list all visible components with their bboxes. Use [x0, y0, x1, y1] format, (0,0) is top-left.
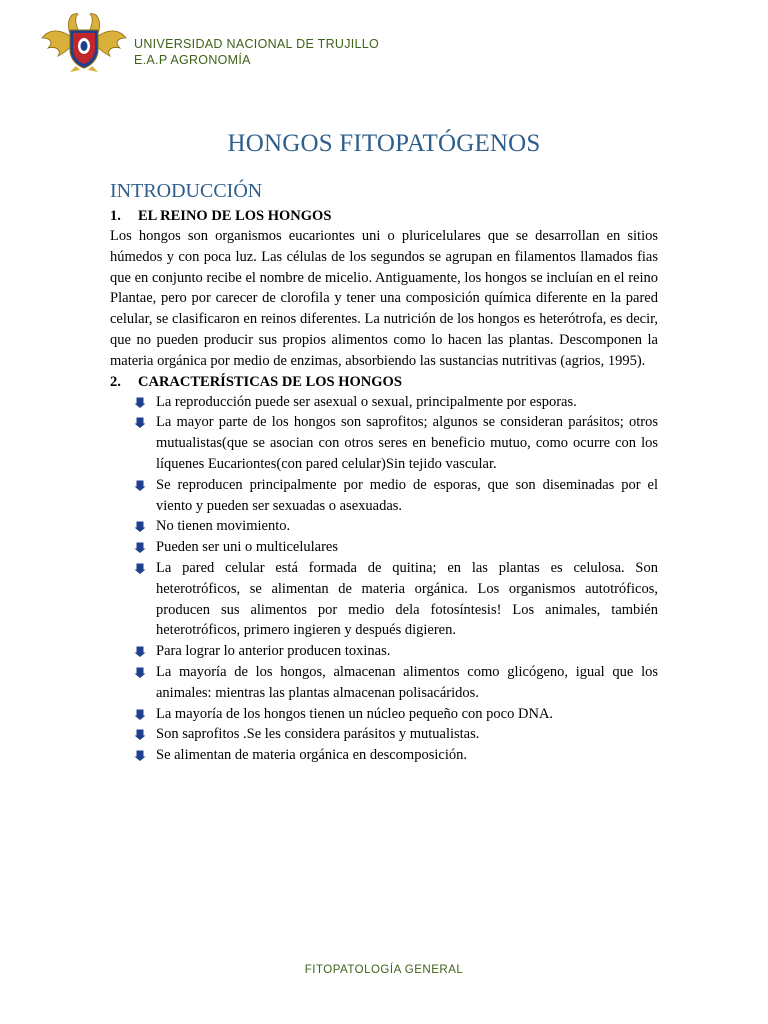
list-item: [110, 392, 658, 413]
page-footer: FITOPATOLOGÍA GENERAL: [304, 964, 464, 976]
list-item: [110, 745, 658, 766]
list-item-text: La mayor parte de los hongos son saprofitos; algunos se consideran parásitos; otros mutualistas(que se asocian con otros seres en beneficio mutuo, como ocurre con los líquenes Eucariontes(con pared celular)Sin tejido vascular.: [156, 414, 658, 472]
list-item: [110, 516, 658, 537]
section-1-title: EL REINO DE LOS HONGOS: [138, 208, 332, 224]
section-2-heading: [110, 372, 658, 392]
section-1-paragraph: Los hongos son organismos eucariontes uni o pluricelulares que se desarrollan en sitios húmedos y con poca luz. Las células de los segundos se agrupan en filamentos llamados fias que en conjunto recibe el nombre de micelio. Antiguamente, los hongos se incluían en el reino Plantae, pero por carecer de clorofila y tener una composición química diferente en la pared celular, se clasificaron en reinos diferentes. La nutrición de los hongos es heterótrofa, es decir, que no pueden producir sus propios alimentos como lo hacen las plantas. Descomponen la materia orgánica por medio de enzimas, absorbiendo las sustancias nutritivas (agrios, 1995).: [110, 228, 658, 369]
section-1-number: 1.: [110, 208, 121, 224]
list-item-text: Se alimentan de materia orgánica en descomposición.: [156, 747, 467, 764]
list-item: [110, 558, 658, 641]
arrow-bullet-icon: [134, 750, 146, 761]
university-name: UNIVERSIDAD NACIONAL DE TRUJILLO: [134, 37, 380, 51]
intro-heading: INTRODUCCIÓN: [110, 180, 263, 202]
list-item: [110, 724, 658, 745]
list-item-text: Se reproducen principalmente por medio de esporas, que son diseminadas por el viento y pueden ser sexuadas o asexuadas.: [156, 476, 658, 514]
list-item-text: La mayoría de los hongos, almacenan alimentos como glicógeno, igual que los animales: mientras las plantas almacenan polisacáridos.: [156, 663, 658, 701]
list-item-text: La reproducción puede ser asexual o sexual, principalmente por esporas.: [156, 393, 577, 410]
arrow-bullet-icon: [134, 521, 146, 532]
arrow-bullet-icon: [134, 417, 146, 428]
list-item-text: La mayoría de los hongos tienen un núcleo pequeño con poco DNA.: [156, 705, 554, 722]
arrow-bullet-icon: [134, 563, 146, 574]
page-header: [40, 8, 740, 78]
university-crest-logo: [40, 8, 128, 74]
arrow-bullet-icon: [134, 667, 146, 678]
section-2-number: 2.: [110, 373, 121, 390]
school-name: E.A.P AGRONOMÍA: [134, 53, 251, 67]
list-item-text: Son saprofitos .Se les considera parásitos y mutualistas.: [156, 726, 480, 743]
list-item: [110, 662, 658, 704]
section-2-title: CARACTERÍSTICAS DE LOS HONGOS: [138, 373, 402, 390]
section-1-heading: [110, 206, 658, 226]
list-item: [110, 704, 658, 725]
list-item: [110, 641, 658, 662]
list-item: [110, 412, 658, 474]
list-item: [110, 475, 658, 517]
list-item: [110, 537, 658, 558]
list-item-text: Para lograr lo anterior producen toxinas.: [156, 643, 391, 660]
arrow-bullet-icon: [134, 646, 146, 657]
arrow-bullet-icon: [134, 709, 146, 720]
list-item-text: Pueden ser uni o multicelulares: [156, 539, 339, 556]
arrow-bullet-icon: [134, 480, 146, 491]
list-item-text: La pared celular está formada de quitina; en las plantas es celulosa. Son heterotróficos, se alimentan de materia orgánica. Los organismos autotróficos, producen sus alimentos por medio dela fotosíntesis! Los animales, también heterotróficos, primero ingieren y después digieren.: [156, 559, 658, 639]
document-body: [110, 178, 658, 766]
characteristics-list: [110, 392, 658, 766]
arrow-bullet-icon: [134, 729, 146, 740]
arrow-bullet-icon: [134, 542, 146, 553]
list-item-text: No tienen movimiento.: [156, 518, 291, 535]
arrow-bullet-icon: [134, 397, 146, 408]
document-title: HONGOS FITOPATÓGENOS: [227, 130, 541, 157]
